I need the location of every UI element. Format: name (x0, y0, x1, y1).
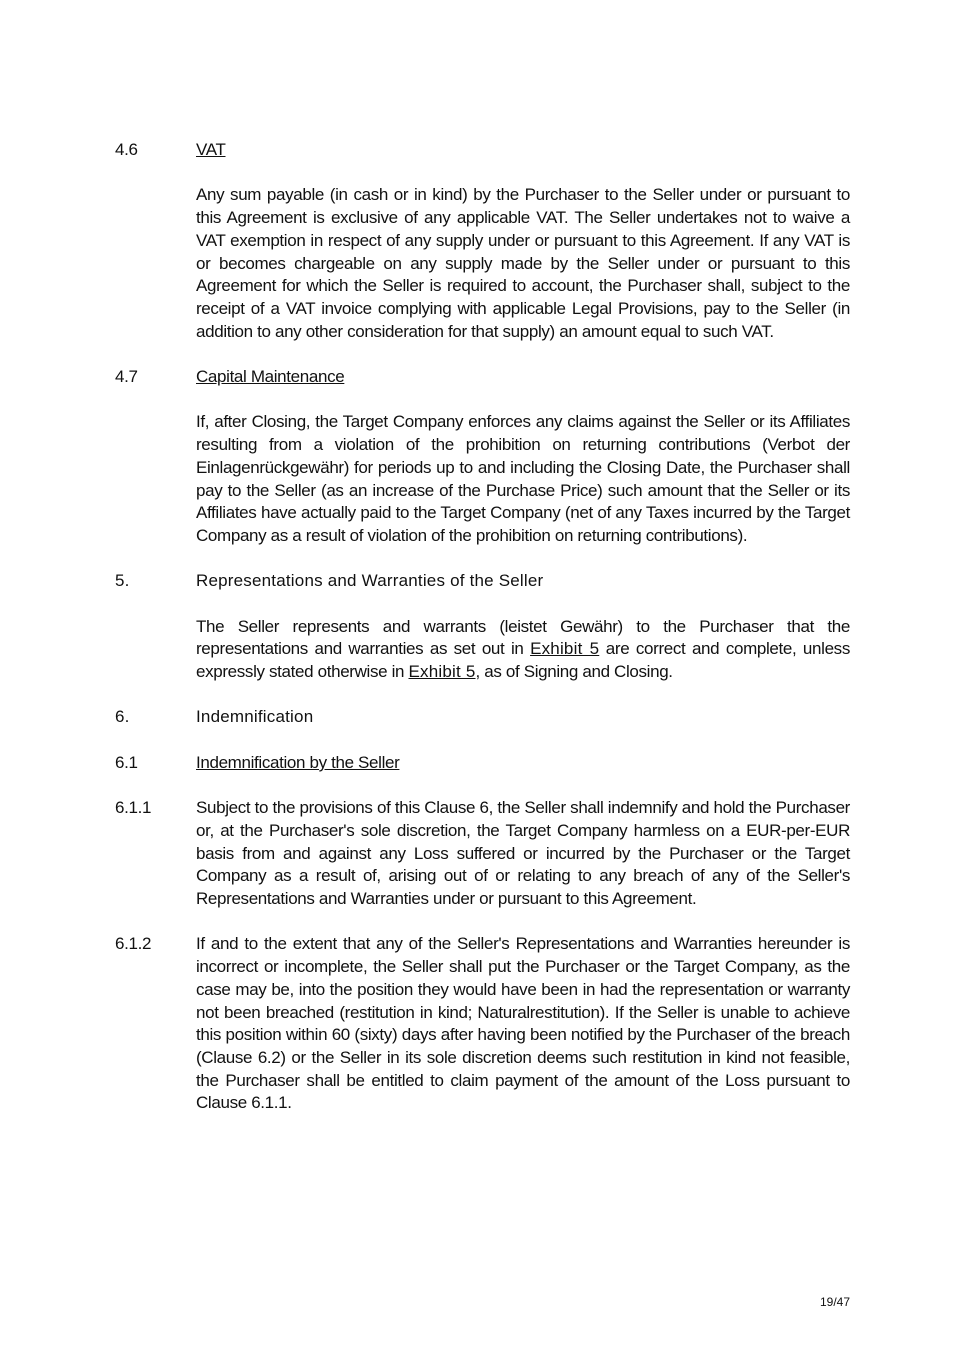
body-text: , as of Signing and Closing. (475, 662, 673, 682)
clause-number: 5. (115, 571, 130, 591)
body-text: The Seller represents and warrants (leistet Gewähr) to the Purchaser that the representations and warranties as set out in (196, 616, 850, 659)
clause-title: VAT (196, 140, 226, 159)
clause-body-4-7: If, after Closing, the Target Company enforces any claims against the Seller or its Affiliates resulting from a violation of the prohibition on returning contributions (Verbot der Einlagenrückgewähr) for periods up to and including the Closing Date, the Purchaser shall pay to the Seller (as an increase of the Purchase Price) such amount that the Seller or its Affiliates have actually paid to the Target Company (net of any Taxes incurred by the Target Company as a result of violation of the prohibition on returning contributions). (196, 412, 850, 545)
clause-number: 6. (115, 707, 130, 727)
clause-body: If and to the extent that any of the Seller's Representations and Warranties hereunder is incorrect or incomplete, the Seller shall put the Purchaser or the Target Company, as the case may be, into the position they would have been in had the representation or warranty not been breached (restitution in kind; Naturalrestitution). If the Seller is unable to achieve this position within 60 (sixty) days after having been notified by the Purchaser of the breach (Clause 6.2) or the Seller in its sole discretion deems such restitution in kind not feasible, the Purchaser shall be entitled to claim payment of the amount of the Loss pursuant to Clause 6.1.1. (196, 934, 850, 1113)
clause-body: Subject to the provisions of this Clause 6, the Seller shall indemnify and hold the Purchaser or, at the Purchaser's sole discretion, the Target Company harmless on a EUR-per-EUR basis from and against any Loss suffered or incurred by the Purchaser or the Target Company as a result of, arising out of or relating to any breach of any of the Seller's Representations and Warranties under or pursuant to this Agreement. (196, 798, 850, 909)
clause-6-1-1 (115, 797, 850, 911)
clause-number: 4.7 (115, 367, 138, 386)
document-page (115, 139, 850, 1138)
clause-number: 4.6 (115, 140, 138, 159)
clause-number: 6.1.2 (115, 934, 152, 954)
heading-6 (115, 706, 850, 729)
page-number: 19/47 (819, 1295, 850, 1309)
exhibit-link: Exhibit 5 (530, 639, 600, 659)
clause-title: Indemnification (196, 707, 314, 727)
heading-5 (115, 570, 850, 593)
heading-4-6 (115, 139, 850, 162)
clause-body-4-6: Any sum payable (in cash or in kind) by the Purchaser to the Seller under or pursuant to this Agreement is exclusive of any applicable VAT. The Seller undertakes not to waive a VAT exemption in respect of any supply under or pursuant to this Agreement. If any VAT is or becomes chargeable on any supply made by the Seller under or pursuant to this Agreement for which the Seller is required to account, the Purchaser shall, subject to the receipt of a VAT invoice complying with applicable Legal Provisions, pay to the Seller (in addition to any other consideration for that supply) an amount equal to such VAT. (196, 185, 850, 341)
clause-title: Representations and Warranties of the Seller (196, 571, 544, 591)
heading-6-1 (115, 752, 850, 775)
clause-title: Indemnification by the Seller (196, 752, 400, 772)
clause-number: 6.1 (115, 752, 138, 772)
clause-body-5 (196, 616, 850, 684)
clause-number: 6.1.1 (115, 798, 152, 818)
clause-6-1-2 (115, 933, 850, 1115)
heading-4-7 (115, 366, 850, 389)
body-text: are correct and complete, unless expressly stated otherwise in (196, 639, 850, 682)
clause-title: Capital Maintenance (196, 367, 345, 386)
exhibit-link: Exhibit 5 (408, 662, 476, 682)
